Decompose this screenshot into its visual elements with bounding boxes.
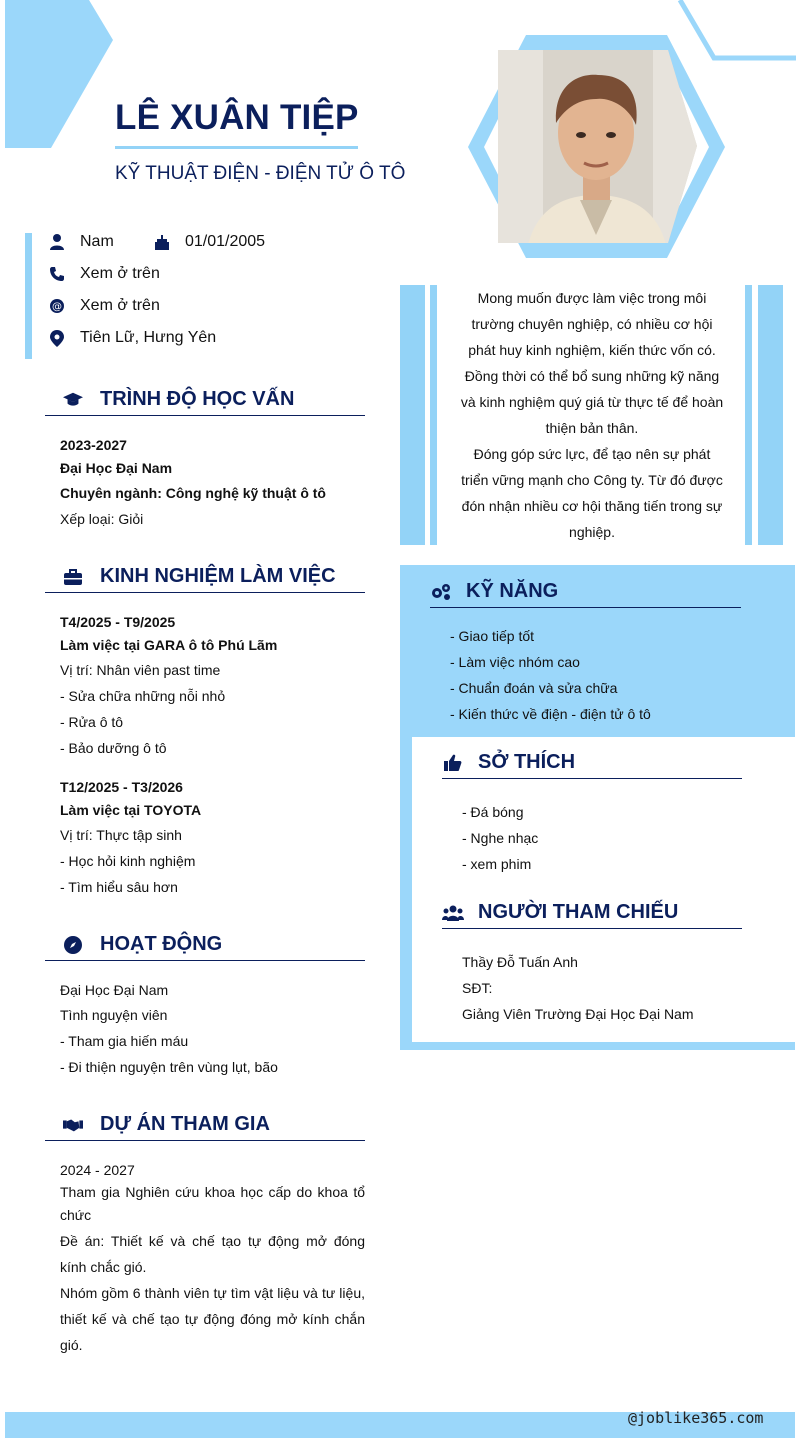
address-value: Tiên Lữ, Hưng Yên: [80, 329, 217, 346]
job-2-line: - Học hỏi kinh nghiệm: [60, 853, 196, 869]
activity-line: - Đi thiện nguyện trên vùng lụt, bão: [60, 1059, 278, 1075]
profile-photo: [468, 35, 725, 258]
gears-icon: [430, 582, 452, 602]
references-heading-text: NGƯỜI THAM CHIẾU: [478, 901, 679, 923]
objective-line: nghiệp.: [569, 524, 615, 540]
objective-line: Đóng góp sức lực, để tạo nên sự phát: [473, 446, 711, 462]
skill-item: - Chuẩn đoán và sửa chữa: [450, 680, 618, 696]
location-pin-icon: [48, 329, 66, 347]
hobbies-list: [462, 799, 538, 877]
skill-item: - Kiến thức về điện - điện tử ô tô: [450, 706, 651, 722]
contact-gender: [48, 233, 114, 251]
project-description: Nhóm gồm 6 thành viên tự tìm vật liệu và tư liệu, thiết kế và chế tạo tự động đóng mở kính chắn gió.: [60, 1285, 365, 1353]
objective-line: phát huy kinh nghiệm, kiến thức vốn có.: [468, 342, 716, 358]
references-heading: [442, 897, 742, 929]
project-description: Đề án: Thiết kế và chế tạo tự động mở đóng kính chắc gió.: [60, 1233, 365, 1275]
reference-item: Giảng Viên Trường Đại Học Đại Nam: [462, 1006, 694, 1022]
hobbies-heading: [442, 747, 742, 779]
cake-icon: [153, 233, 171, 251]
job-2-line: Vị trí: Thực tập sinh: [60, 827, 182, 843]
email-at-icon: [48, 297, 66, 315]
references-list: [462, 949, 694, 1027]
contact-accent-bar: [25, 233, 32, 359]
education-grade: Xếp loại: Giỏi: [60, 511, 144, 527]
objective-accent-bar: [430, 285, 437, 545]
education-heading: [45, 384, 365, 416]
footer-watermark: @joblike365.com: [628, 1409, 764, 1427]
phone-value: Xem ở trên: [80, 265, 160, 282]
briefcase-icon: [63, 567, 83, 587]
objective-line: và kinh nghiệm quý giá từ thực tế để hoàn: [460, 394, 724, 410]
education-school: Đại Học Đại Nam: [60, 460, 173, 476]
skill-item: - Làm việc nhóm cao: [450, 654, 580, 670]
job-2-company: Làm việc tại TOYOTA: [60, 802, 202, 818]
people-group-icon: [442, 903, 464, 923]
objective-accent-bar: [400, 285, 425, 545]
job-1-company: Làm việc tại GARA ô tô Phú Lãm: [60, 637, 278, 653]
gender-value: Nam: [80, 233, 114, 250]
contact-address: [48, 329, 216, 347]
project-description: Tham gia Nghiên cứu khoa học cấp do khoa tổ chức: [60, 1184, 365, 1223]
objective-accent-bar: [745, 285, 752, 545]
objective-line: Đồng thời có thể bổ sung những kỹ năng: [464, 368, 720, 384]
job-2-line: - Tìm hiểu sâu hơn: [60, 879, 178, 895]
hobbies-heading-text: SỞ THÍCH: [478, 751, 576, 773]
objective-line: triển vững mạnh cho Công ty. Từ đó được: [461, 472, 723, 488]
reference-item: SĐT:: [462, 980, 493, 996]
project-period: 2024 - 2027: [60, 1162, 135, 1178]
activity-line: Tình nguyện viên: [60, 1007, 168, 1023]
education-major: Chuyên ngành: Công nghệ kỹ thuật ô tô: [60, 485, 326, 501]
activity-line: Đại Học Đại Nam: [60, 982, 169, 998]
job-1-line: - Rửa ô tô: [60, 714, 124, 730]
graduation-cap-icon: [63, 390, 83, 410]
birthday-value: 01/01/2005: [185, 233, 266, 250]
experience-heading-text: KINH NGHIỆM LÀM VIỆC: [100, 565, 336, 587]
reference-item: Thầy Đỗ Tuấn Anh: [462, 954, 578, 970]
job-1-line: - Bảo dưỡng ô tô: [60, 740, 167, 756]
objective-line: thiện bản thân.: [545, 420, 639, 436]
objective-accent-bar: [758, 285, 783, 545]
email-value: Xem ở trên: [80, 297, 160, 314]
projects-heading-text: DỰ ÁN THAM GIA: [100, 1113, 270, 1135]
activities-heading-text: HOẠT ĐỘNG: [100, 933, 223, 955]
objective-line: Mong muốn được làm việc trong môi: [477, 290, 707, 306]
compass-icon: [63, 935, 83, 955]
skill-item: - Giao tiếp tốt: [450, 628, 535, 644]
hobby-item: - Đá bóng: [462, 804, 524, 820]
job-title: KỸ THUẬT ĐIỆN - ĐIỆN TỬ Ô TÔ: [115, 163, 406, 184]
person-icon: [48, 233, 66, 251]
skills-list: [450, 623, 651, 727]
skills-heading: [430, 576, 741, 608]
activities-heading: [45, 929, 365, 961]
job-1-line: - Sửa chữa những nỗi nhỏ: [60, 688, 226, 704]
job-1-period: T4/2025 - T9/2025: [60, 614, 176, 630]
skills-heading-text: KỸ NĂNG: [466, 580, 559, 602]
candidate-name: LÊ XUÂN TIỆP: [115, 98, 359, 137]
contact-email: [48, 297, 160, 315]
objective-line: đón nhận nhiều cơ hội thăng tiến trong sự: [461, 498, 723, 514]
job-1-line: Vị trí: Nhân viên past time: [60, 662, 221, 678]
activity-line: - Tham gia hiến máu: [60, 1033, 189, 1049]
hobby-item: - xem phim: [462, 856, 532, 872]
handshake-icon: [63, 1115, 83, 1135]
svg-text:@: @: [52, 301, 62, 313]
hobby-item: - Nghe nhạc: [462, 830, 539, 846]
contact-phone: [48, 265, 160, 283]
name-underline: [115, 146, 358, 149]
education-period: 2023-2027: [60, 437, 127, 453]
career-objective: [458, 285, 726, 545]
phone-icon: [48, 265, 66, 283]
thumbs-up-icon: [442, 753, 464, 773]
objective-line: trường chuyên nghiệp, có nhiều cơ hội: [471, 316, 713, 332]
projects-heading: [45, 1109, 365, 1141]
experience-heading: [45, 561, 365, 593]
contact-birthday: [153, 233, 265, 251]
education-heading-text: TRÌNH ĐỘ HỌC VẤN: [100, 388, 295, 410]
job-2-period: T12/2025 - T3/2026: [60, 779, 183, 795]
corner-hexagon-decoration: [5, 0, 113, 148]
